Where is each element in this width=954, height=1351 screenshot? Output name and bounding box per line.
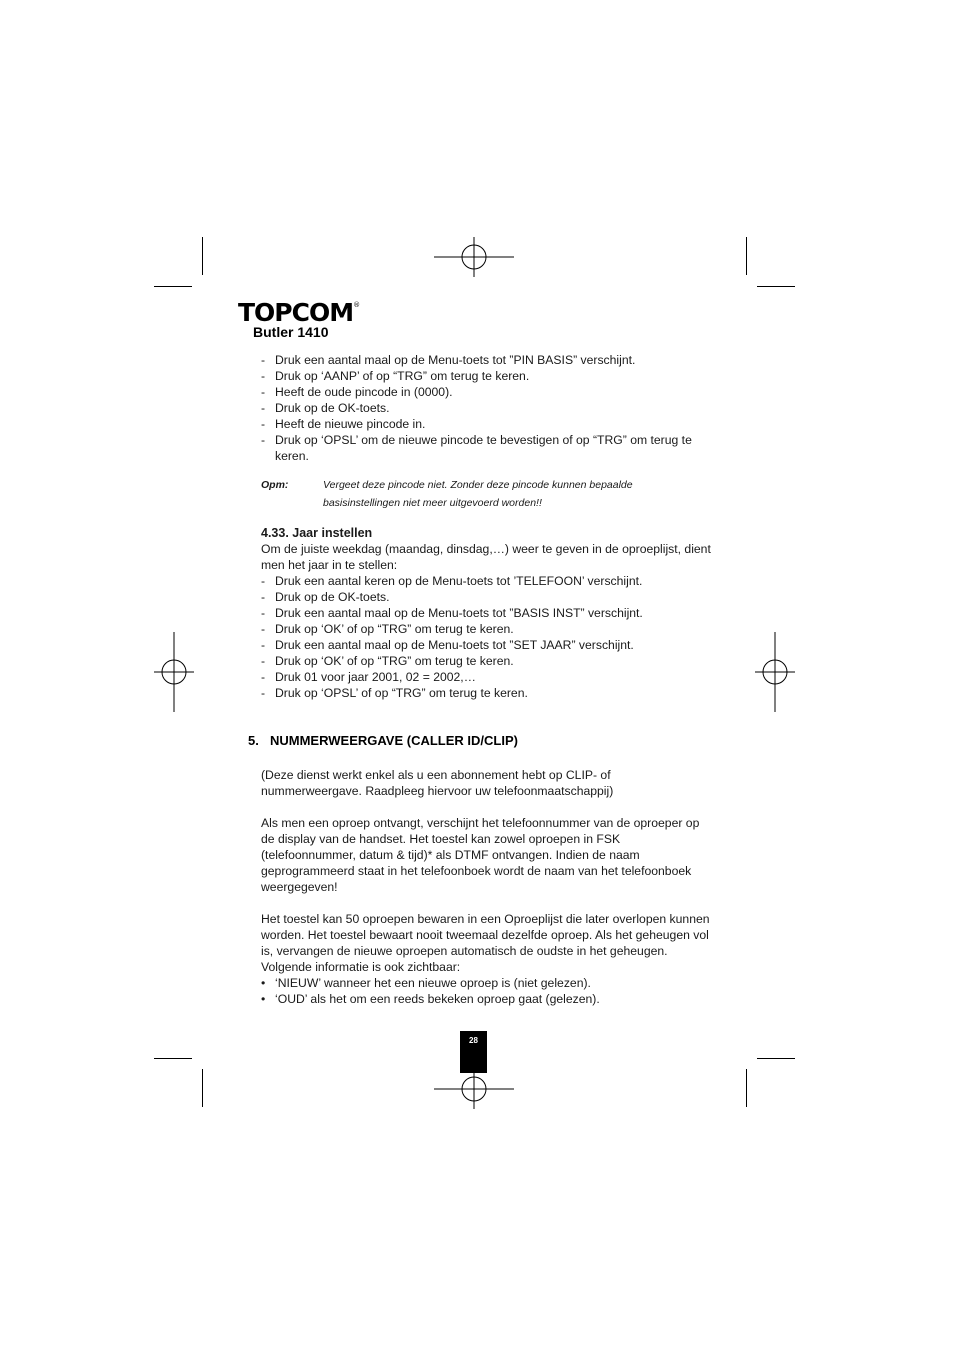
list-item: - Heeft de nieuwe pincode in. xyxy=(261,416,711,432)
list-item: • ‘OUD’ als het om een reeds bekeken oproep gaat (gelezen). xyxy=(261,991,711,1007)
list-item: - Druk een aantal keren op de Menu-toets tot ’TELEFOON’ verschijnt. xyxy=(261,573,711,589)
list-item: - Druk op ‘OPSL’ of op “TRG” om terug te keren. xyxy=(261,685,711,701)
note-label: Opm: xyxy=(261,479,289,491)
chapter-heading xyxy=(248,733,518,748)
paragraph: Als men een oproep ontvangt, verschijnt het telefoonnummer van de oproeper op de display van de handset. Het toestel kan zowel oproepen in FSK (telefoonnummer, datum & tijd)* als DTMF ontvangen. Indien de naam geprogrammeerd staat in het telefoonboek wordt de naam van het telefoonboek weergegeven! xyxy=(261,816,700,894)
registration-mark-icon xyxy=(134,632,214,712)
crop-mark xyxy=(202,1069,203,1107)
list-item: - Druk op de OK-toets. xyxy=(261,589,711,605)
registration-mark-icon xyxy=(434,217,514,297)
list-item: • ‘NIEUW’ wanneer het een nieuwe oproep is (niet gelezen). xyxy=(261,975,711,991)
note xyxy=(261,476,711,512)
crop-mark xyxy=(746,1069,747,1107)
chapter-body xyxy=(261,767,711,1007)
model-name: Butler 1410 xyxy=(253,324,329,340)
crop-mark xyxy=(154,1058,192,1059)
list-item: - Druk 01 voor jaar 2001, 02 = 2002,… xyxy=(261,669,711,685)
crop-mark xyxy=(202,237,203,275)
pin-steps-list xyxy=(261,352,711,464)
list-item: - Druk op ‘AANP’ of op “TRG” om terug te keren. xyxy=(261,368,711,384)
note-text: Vergeet deze pincode niet. Zonder deze pincode kunnen bepaalde basisinstellingen niet meer uitgevoerd worden!! xyxy=(323,479,633,509)
brand-logo: TOPCOM® xyxy=(238,298,361,327)
crop-mark xyxy=(154,286,192,287)
crop-mark xyxy=(746,237,747,275)
list-item: - Druk op ‘OPSL’ om de nieuwe pincode te bevestigen of op “TRG” om terug te keren. xyxy=(261,432,711,464)
list-item: - Druk op de OK-toets. xyxy=(261,400,711,416)
section-intro: Om de juiste weekdag (maandag, dinsdag,…) weer te geven in de oproeplijst, dient men het jaar in te stellen: xyxy=(261,542,711,572)
registration-mark-icon xyxy=(735,632,815,712)
chapter-number: 5. xyxy=(248,733,259,748)
section-heading: 4.33. Jaar instellen xyxy=(261,526,373,540)
crop-mark xyxy=(757,286,795,287)
list-item: - Druk op ‘OK’ of op “TRG” om terug te keren. xyxy=(261,653,711,669)
status-list xyxy=(261,975,711,1007)
paragraph: Het toestel kan 50 oproepen bewaren in een Oproeplijst die later overlopen kunnen worden. Het toestel bewaart nooit tweemaal dezelfde oproep. Als het geheugen vol is, vervangen de nieuwe oproepen automatisch de oudste in het geheugen. Volgende informatie is ook zichtbaar: xyxy=(261,912,710,974)
list-item: - Heeft de oude pincode in (0000). xyxy=(261,384,711,400)
list-item: - Druk een aantal maal op de Menu-toets tot ”SET JAAR” verschijnt. xyxy=(261,637,711,653)
list-item: - Druk een aantal maal op de Menu-toets tot ”PIN BASIS” verschijnt. xyxy=(261,352,711,368)
chapter-title: NUMMERWEERGAVE (CALLER ID/CLIP) xyxy=(270,733,518,748)
page-content xyxy=(261,352,711,701)
page-number: 28 xyxy=(460,1031,487,1073)
list-item: - Druk op ‘OK’ of op “TRG” om terug te keren. xyxy=(261,621,711,637)
crop-mark xyxy=(757,1058,795,1059)
year-steps-list xyxy=(261,573,711,701)
paragraph: (Deze dienst werkt enkel als u een abonnement hebt op CLIP- of nummerweergave. Raadpleeg hiervoor uw telefoonmaatschappij) xyxy=(261,768,614,798)
list-item: - Druk een aantal maal op de Menu-toets tot ”BASIS INST” verschijnt. xyxy=(261,605,711,621)
